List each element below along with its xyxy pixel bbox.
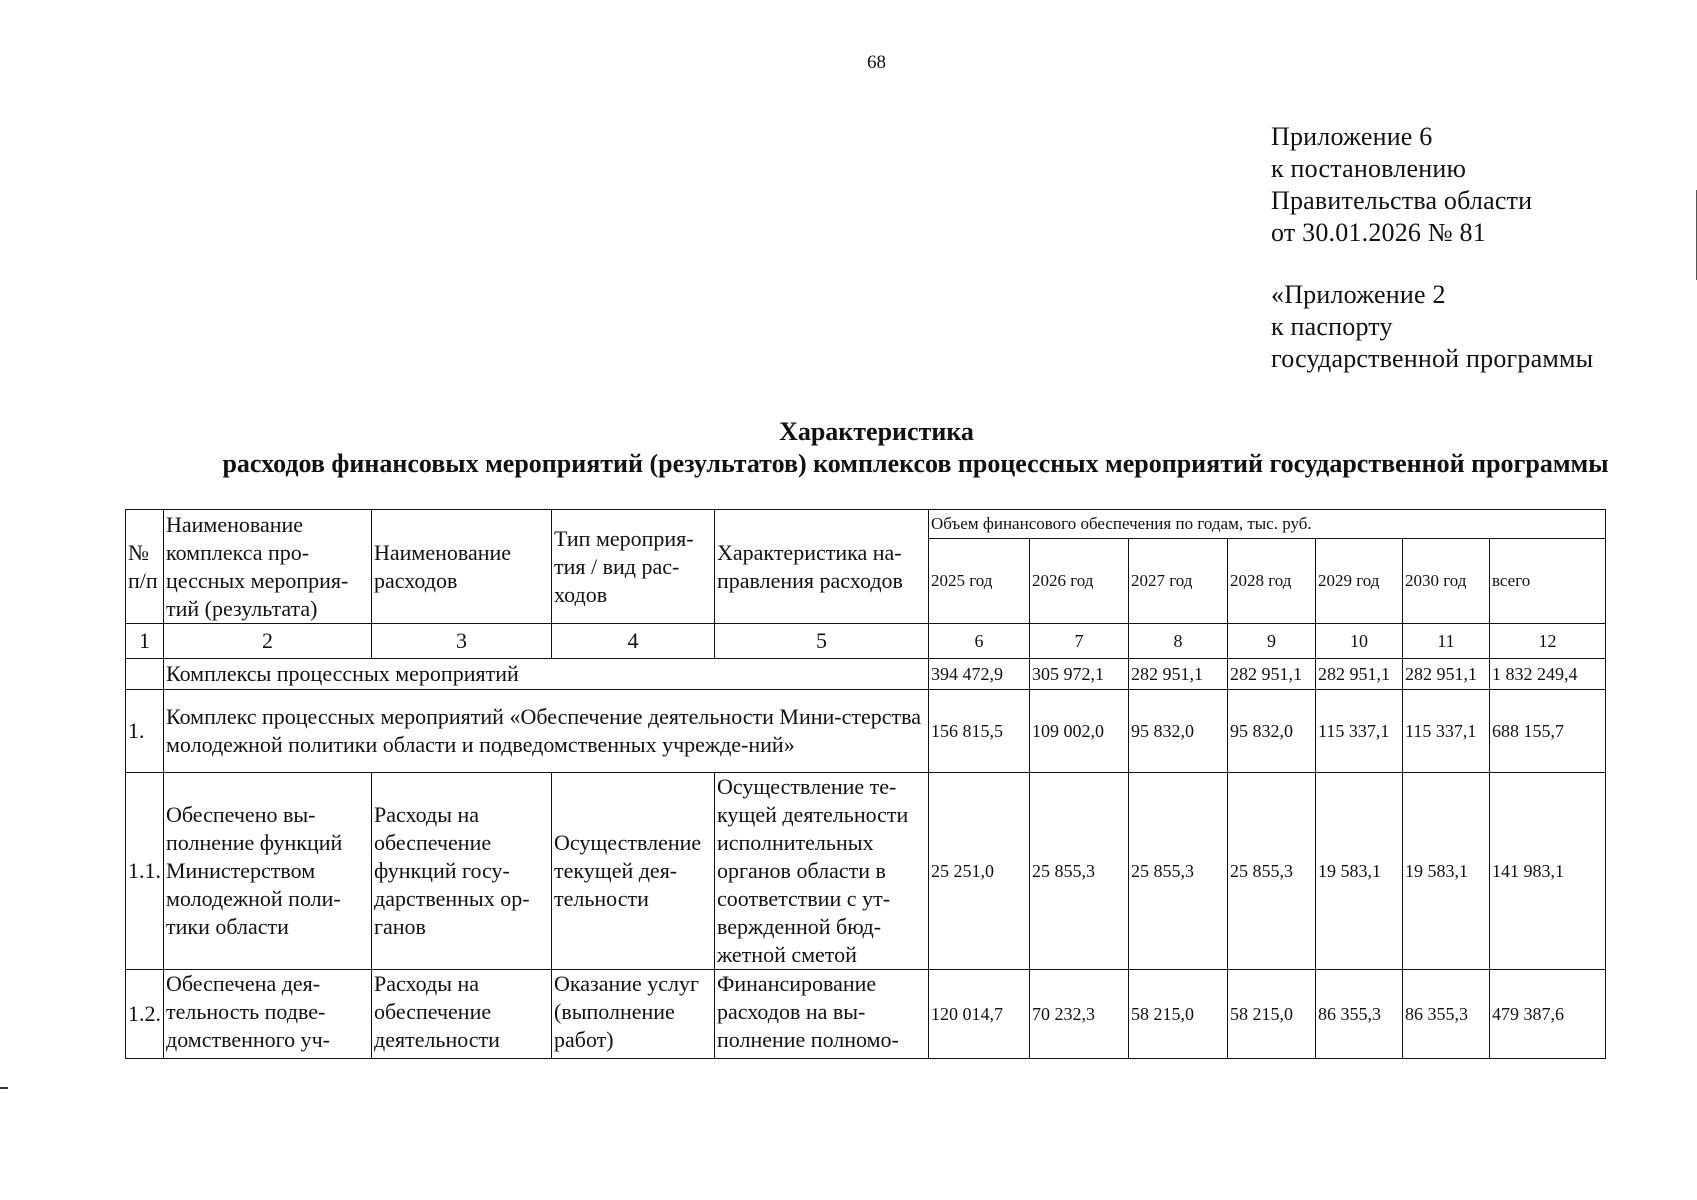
header-year: 2030 год <box>1403 539 1490 624</box>
table-row-1-2 <box>126 970 1606 1059</box>
header-year: 2029 год <box>1316 539 1403 624</box>
row-number: 1.2. <box>126 970 164 1059</box>
column-number: 11 <box>1403 624 1490 659</box>
title-line-2: расходов финансовых мероприятий (результатов) комплексов процессных мероприятий государственной программы <box>222 449 1609 478</box>
attachment-line: Правительства области <box>1271 186 1533 215</box>
attachment-line: «Приложение 2 <box>1271 280 1446 309</box>
attachment-line: от 30.01.2026 № 81 <box>1271 218 1486 247</box>
value-cell: 115 337,1 <box>1316 690 1403 773</box>
value-cell: 25 855,3 <box>1228 773 1316 970</box>
column-number: 7 <box>1030 624 1129 659</box>
column-number: 3 <box>372 624 552 659</box>
header-year: 2027 год <box>1129 539 1228 624</box>
value-cell: 479 387,6 <box>1490 970 1606 1059</box>
complex-label: Комплекс процессных мероприятий «Обеспечение деятельности Мини-стерства молодежной политики области и подведомственных учрежде-ний» <box>164 690 929 773</box>
expenses-table <box>125 509 1606 1059</box>
value-cell: 156 815,5 <box>929 690 1030 773</box>
value-cell: 115 337,1 <box>1403 690 1490 773</box>
attachment-line: Приложение 6 <box>1271 122 1433 151</box>
value-cell: 25 855,3 <box>1129 773 1228 970</box>
value-cell: 1 832 249,4 <box>1490 659 1606 690</box>
value-cell: 282 951,1 <box>1316 659 1403 690</box>
value-cell: 141 983,1 <box>1490 773 1606 970</box>
header-year: 2025 год <box>929 539 1030 624</box>
header-funding-group: Объем финансового обеспечения по годам, тыс. руб. <box>929 510 1606 539</box>
column-numbers-row <box>126 624 1606 659</box>
column-number: 8 <box>1129 624 1228 659</box>
value-cell: 86 355,3 <box>1316 970 1403 1059</box>
value-cell: 25 251,0 <box>929 773 1030 970</box>
title-line-1: Характеристика <box>779 417 974 446</box>
header-complex-name: Наименование комплекса про-цессных мероприя-тий (результата) <box>164 510 372 624</box>
expense-cell: Расходы на обеспечение функций госу-дарственных ор-ганов <box>372 773 552 970</box>
attachment-line: к паспорту <box>1271 312 1393 341</box>
attachment-block <box>1271 121 1593 375</box>
value-cell: 86 355,3 <box>1403 970 1490 1059</box>
header-num: № п/п <box>126 510 164 624</box>
complex-cell: Обеспечено вы-полнение функций Министерством молодежной поли-тики области <box>164 773 372 970</box>
value-cell: 394 472,9 <box>929 659 1030 690</box>
column-number: 6 <box>929 624 1030 659</box>
column-number: 10 <box>1316 624 1403 659</box>
value-cell: 95 832,0 <box>1228 690 1316 773</box>
header-total: всего <box>1490 539 1606 624</box>
header-row <box>126 510 1606 539</box>
column-number: 9 <box>1228 624 1316 659</box>
column-number: 5 <box>715 624 929 659</box>
header-expense-name: Наименование расходов <box>372 510 552 624</box>
scan-edge-dash <box>0 1087 8 1089</box>
attachment-line: государственной программы <box>1271 344 1594 373</box>
value-cell: 58 215,0 <box>1228 970 1316 1059</box>
total-label: Комплексы процессных мероприятий <box>164 659 929 690</box>
value-cell: 120 014,7 <box>929 970 1030 1059</box>
column-number: 2 <box>164 624 372 659</box>
document-title <box>0 416 1697 480</box>
value-cell: 58 215,0 <box>1129 970 1228 1059</box>
value-cell: 19 583,1 <box>1316 773 1403 970</box>
header-year: 2028 год <box>1228 539 1316 624</box>
expense-cell: Расходы на обеспечение деятельности <box>372 970 552 1059</box>
value-cell: 305 972,1 <box>1030 659 1129 690</box>
column-number: 1 <box>126 624 164 659</box>
table-row-total <box>126 659 1606 690</box>
value-cell: 109 002,0 <box>1030 690 1129 773</box>
column-number: 12 <box>1490 624 1606 659</box>
value-cell: 282 951,1 <box>1129 659 1228 690</box>
value-cell: 19 583,1 <box>1403 773 1490 970</box>
table-row-1 <box>126 690 1606 773</box>
header-type: Тип мероприя-тия / вид рас-ходов <box>552 510 715 624</box>
value-cell: 688 155,7 <box>1490 690 1606 773</box>
characteristic-cell: Осуществление те-кущей деятельности исполнительных органов области в соответствии с ут-вержденной бюд-жетной сметой <box>715 773 929 970</box>
value-cell: 70 232,3 <box>1030 970 1129 1059</box>
type-cell: Оказание услуг (выполнение работ) <box>552 970 715 1059</box>
row-number: 1.1. <box>126 773 164 970</box>
attachment-line: к постановлению <box>1271 154 1467 183</box>
row-number: 1. <box>126 690 164 773</box>
value-cell: 282 951,1 <box>1228 659 1316 690</box>
header-year: 2026 год <box>1030 539 1129 624</box>
table-row-1-1 <box>126 773 1606 970</box>
value-cell: 25 855,3 <box>1030 773 1129 970</box>
complex-cell: Обеспечена дея-тельность подве-домственного уч- <box>164 970 372 1059</box>
column-number: 4 <box>552 624 715 659</box>
value-cell: 95 832,0 <box>1129 690 1228 773</box>
page-number: 68 <box>867 52 886 73</box>
header-characteristic: Характеристика на-правления расходов <box>715 510 929 624</box>
type-cell: Осуществление текущей дея-тельности <box>552 773 715 970</box>
value-cell: 282 951,1 <box>1403 659 1490 690</box>
characteristic-cell: Финансирование расходов на вы-полнение полномо- <box>715 970 929 1059</box>
